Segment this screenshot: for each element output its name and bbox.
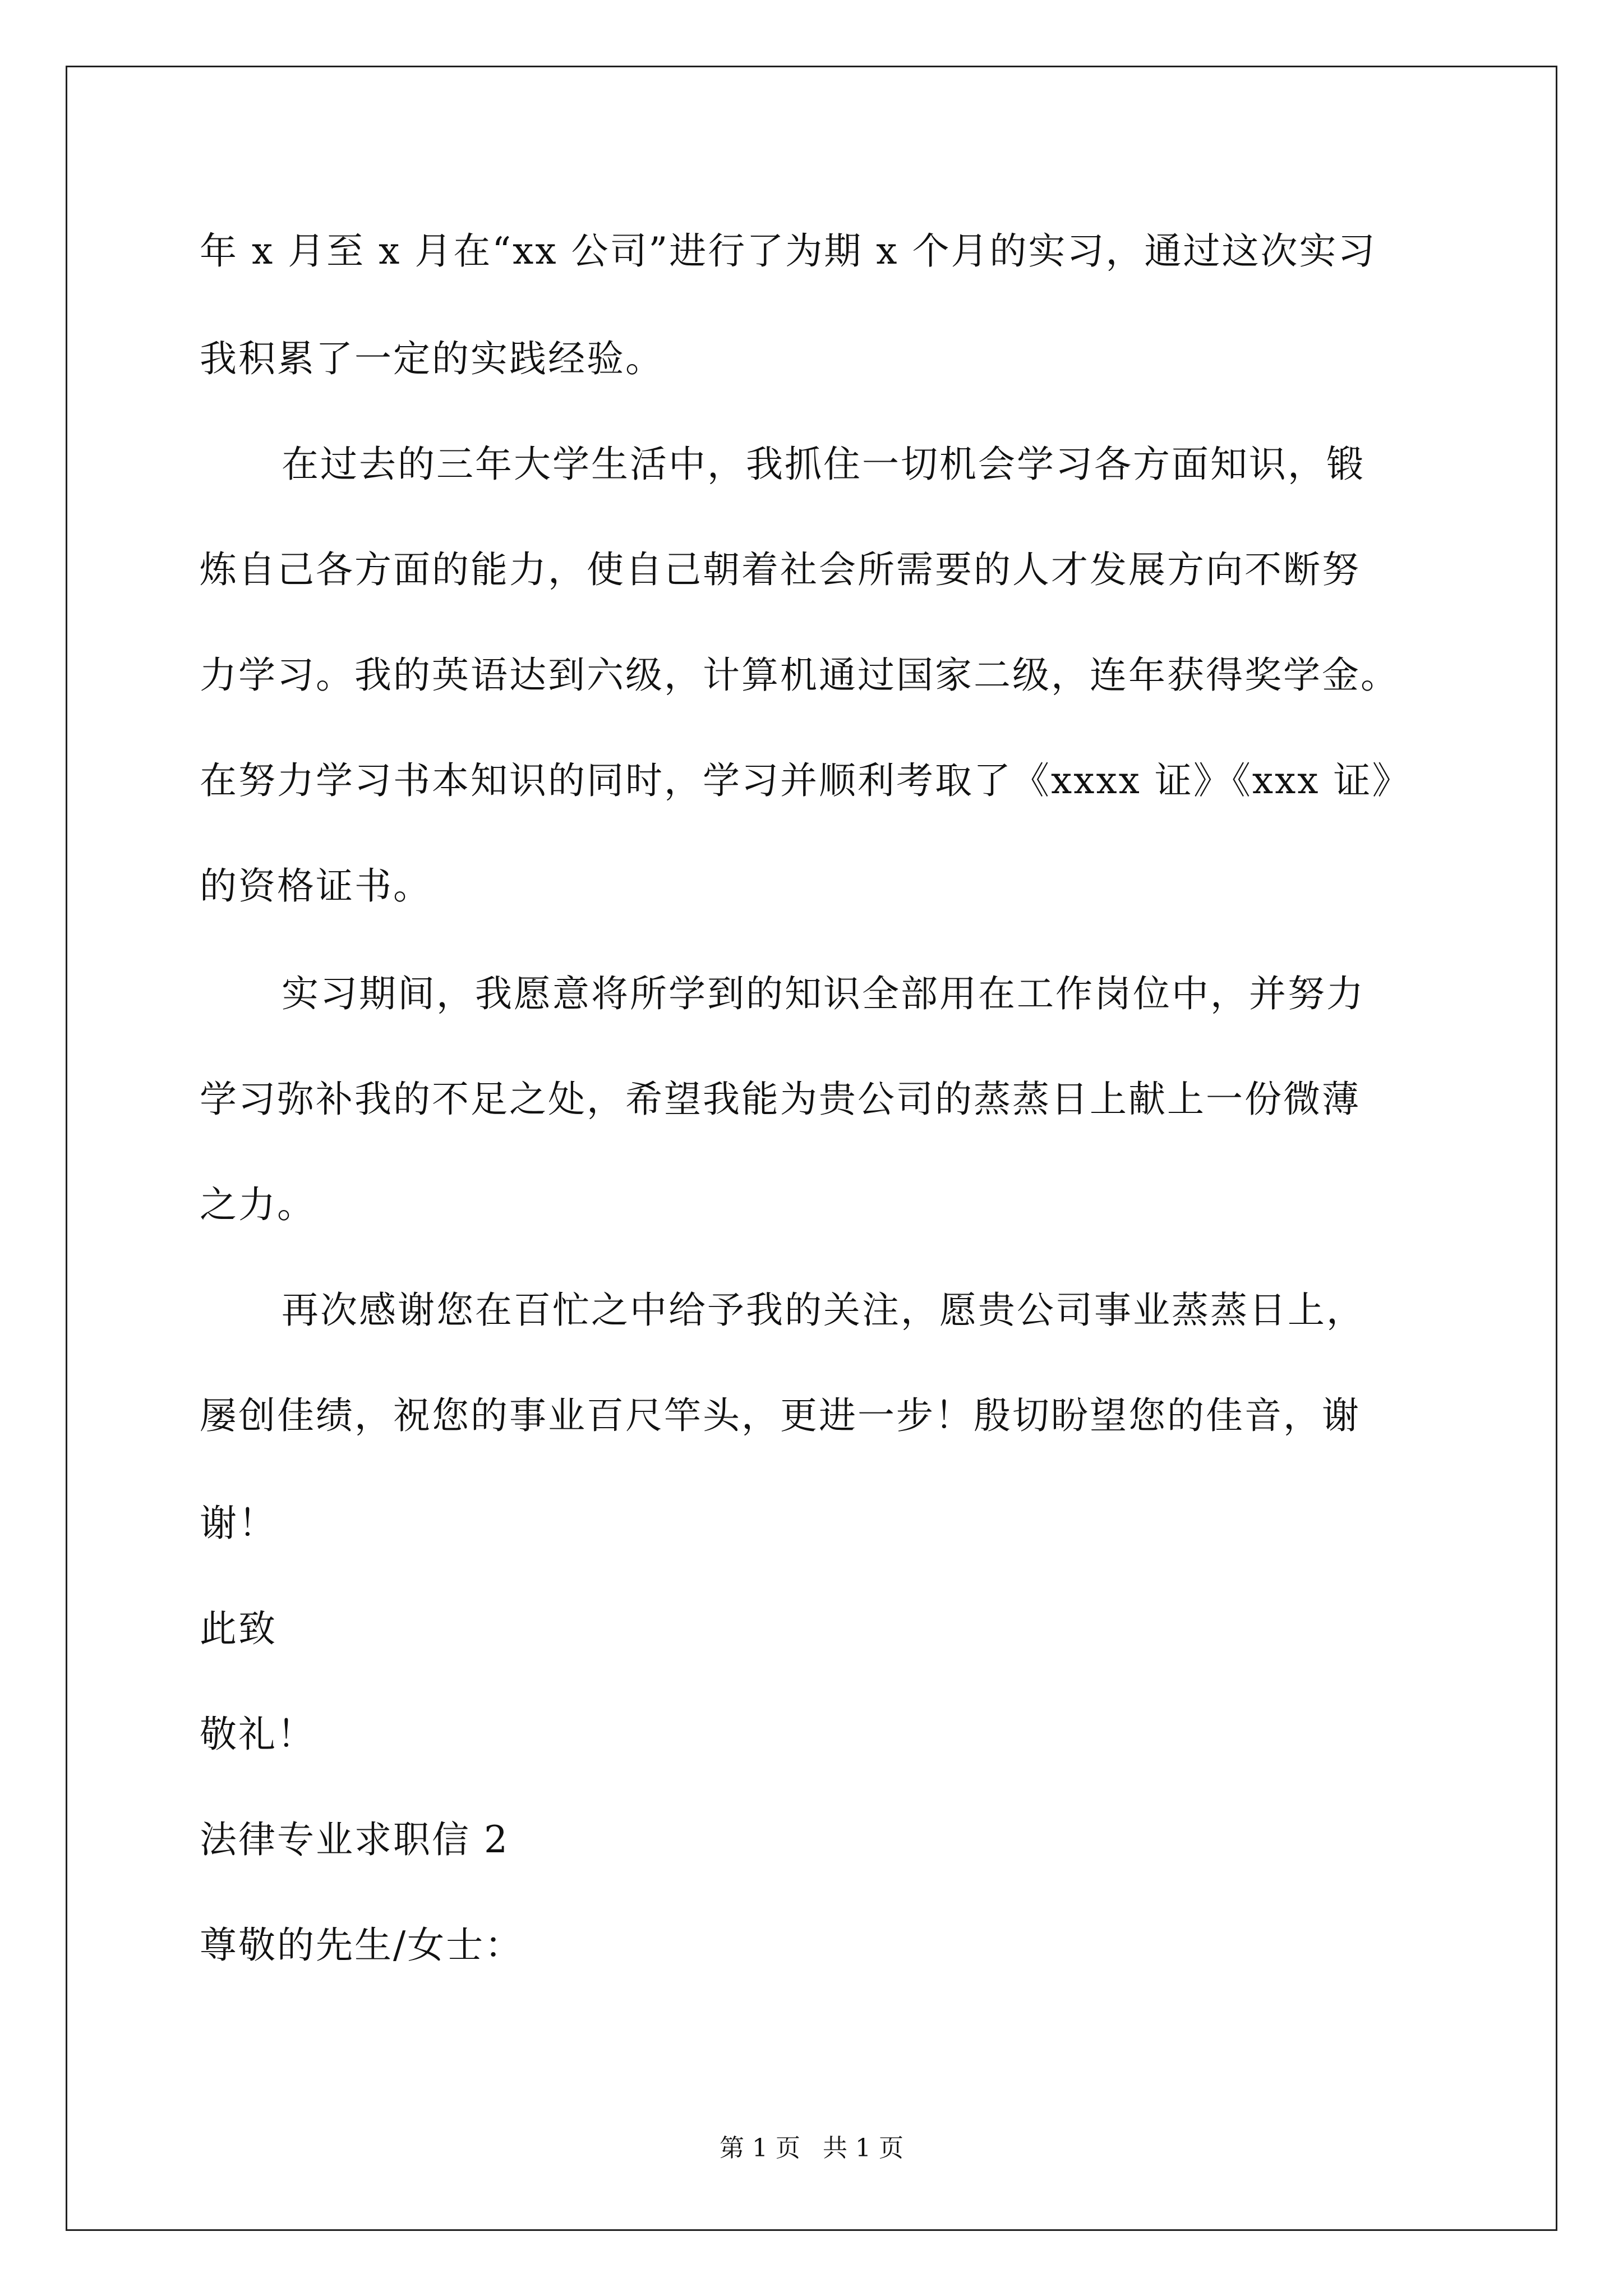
text-line: 年 x 月至 x 月在“xx 公司”进行了为期 x 个月的实习，通过这次实习 <box>200 229 1377 273</box>
text-line: 我积累了一定的实践经验。 <box>200 337 664 380</box>
section-title: 法律专业求职信 2 <box>200 1818 509 1861</box>
salutation: 尊敬的先生/女士： <box>200 1924 524 1967</box>
page-footer <box>0 2133 1623 2164</box>
text-line: 力学习。我的英语达到六级，计算机通过国家二级，连年获得奖学金。 <box>200 654 1399 697</box>
text-line: 在努力学习书本知识的同时，学习并顺利考取了《xxxx 证》《xxx 证》 <box>200 759 1411 802</box>
text-line: 学习弥补我的不足之处，希望我能为贵公司的蒸蒸日上献上一份微薄 <box>200 1078 1361 1121</box>
text-line: 的资格证书。 <box>200 864 432 908</box>
text-line: 之力。 <box>200 1183 316 1226</box>
paragraph-start: 实习期间，我愿意将所学到的知识全部用在工作岗位中，并努力 <box>282 972 1365 1015</box>
page-total: 共 1 页 <box>823 2134 903 2162</box>
paragraph-start: 在过去的三年大学生活中，我抓住一切机会学习各方面知识，锻 <box>282 443 1365 486</box>
closing-line: 此致 <box>200 1607 277 1650</box>
text-line: 炼自己各方面的能力，使自己朝着社会所需要的人才发展方向不断努 <box>200 548 1361 591</box>
text-line: 屡创佳绩，祝您的事业百尺竿头，更进一步！殷切盼望您的佳音，谢 <box>200 1394 1361 1437</box>
page-current: 第 1 页 <box>720 2134 800 2162</box>
closing-line: 敬礼！ <box>200 1713 316 1756</box>
paragraph-start: 再次感谢您在百忙之中给予我的关注，愿贵公司事业蒸蒸日上， <box>282 1289 1365 1332</box>
page-frame <box>66 66 1557 2231</box>
text-line: 谢！ <box>200 1502 277 1545</box>
